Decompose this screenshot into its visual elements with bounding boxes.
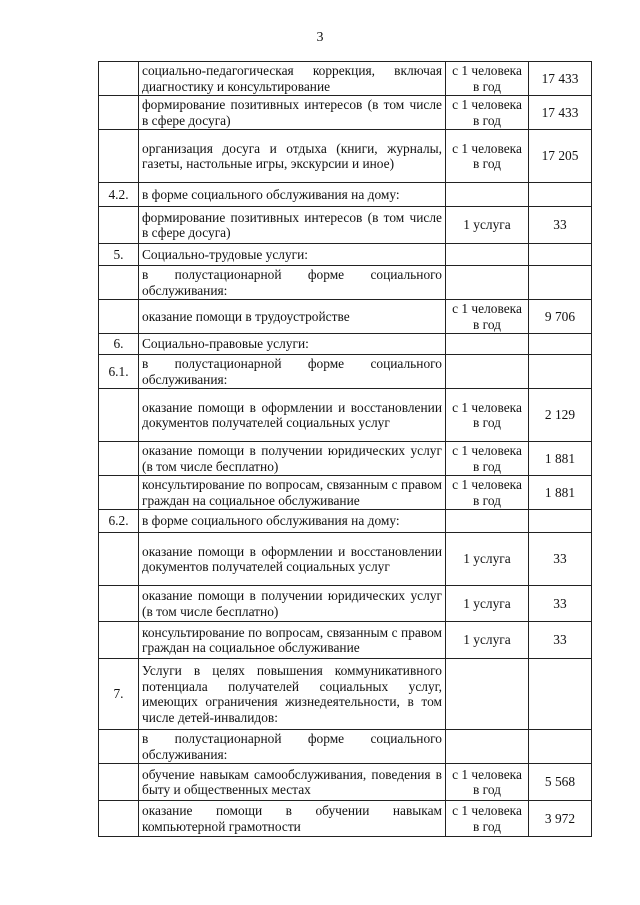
service-description: Услуги в целях повышения коммуникативного потенциала получателей социальных услуг, имеющих ограничения жизнедеятельности, в том числе детей-инвалидов: (139, 659, 446, 730)
service-value (529, 510, 592, 533)
service-value (529, 355, 592, 389)
service-unit: 1 услуга (446, 586, 529, 622)
service-description: в форме социального обслуживания на дому: (139, 183, 446, 207)
service-description: оказание помощи в получении юридических услуг (в том числе бесплатно) (139, 442, 446, 476)
service-description: формирование позитивных интересов (в том числе в сфере досуга) (139, 96, 446, 130)
service-value (529, 183, 592, 207)
service-description: оказание помощи в трудоустройстве (139, 300, 446, 334)
service-value: 33 (529, 533, 592, 586)
service-unit: 1 услуга (446, 622, 529, 659)
row-number: 5. (99, 244, 139, 266)
service-value (529, 244, 592, 266)
service-unit (446, 659, 529, 730)
table-row (99, 533, 592, 586)
service-unit: с 1 человека в год (446, 96, 529, 130)
service-value (529, 334, 592, 355)
service-value: 33 (529, 586, 592, 622)
table-row (99, 389, 592, 442)
service-value (529, 266, 592, 300)
table-row (99, 96, 592, 130)
table-row (99, 130, 592, 183)
table-row (99, 334, 592, 355)
service-description: обучение навыкам самообслуживания, поведения в быту и общественных местах (139, 764, 446, 801)
row-number: 6. (99, 334, 139, 355)
row-number (99, 442, 139, 476)
service-unit: 1 услуга (446, 207, 529, 244)
service-value: 1 881 (529, 442, 592, 476)
service-unit: с 1 человека в год (446, 62, 529, 96)
row-number (99, 389, 139, 442)
row-number (99, 801, 139, 837)
service-unit (446, 355, 529, 389)
table-row (99, 586, 592, 622)
service-description: Социально-трудовые услуги: (139, 244, 446, 266)
service-description: формирование позитивных интересов (в том числе в сфере досуга) (139, 207, 446, 244)
row-number (99, 764, 139, 801)
service-description: консультирование по вопросам, связанным с правом граждан на социальное обслуживание (139, 622, 446, 659)
service-unit (446, 244, 529, 266)
row-number (99, 130, 139, 183)
service-value: 33 (529, 207, 592, 244)
service-description: социально-педагогическая коррекция, включая диагностику и консультирование (139, 62, 446, 96)
service-unit (446, 510, 529, 533)
table-row (99, 442, 592, 476)
table-row (99, 801, 592, 837)
service-description: оказание помощи в оформлении и восстановлении документов получателей социальных услуг (139, 389, 446, 442)
service-value (529, 659, 592, 730)
row-number (99, 300, 139, 334)
service-description: в полустационарной форме социального обслуживания: (139, 266, 446, 300)
row-number (99, 96, 139, 130)
table-row (99, 622, 592, 659)
row-number (99, 476, 139, 510)
row-number: 7. (99, 659, 139, 730)
service-value: 17 433 (529, 62, 592, 96)
service-description: в полустационарной форме социального обслуживания: (139, 355, 446, 389)
service-unit: 1 услуга (446, 533, 529, 586)
row-number: 6.1. (99, 355, 139, 389)
table-row (99, 659, 592, 730)
table-row (99, 244, 592, 266)
table-row (99, 266, 592, 300)
service-description: оказание помощи в получении юридических услуг (в том числе бесплатно) (139, 586, 446, 622)
row-number (99, 533, 139, 586)
service-description: Социально-правовые услуги: (139, 334, 446, 355)
row-number (99, 622, 139, 659)
service-unit: с 1 человека в год (446, 764, 529, 801)
service-unit: с 1 человека в год (446, 476, 529, 510)
service-unit (446, 730, 529, 764)
service-unit: с 1 человека в год (446, 442, 529, 476)
row-number: 4.2. (99, 183, 139, 207)
table-row (99, 300, 592, 334)
table-row (99, 764, 592, 801)
service-description: организация досуга и отдыха (книги, журналы, газеты, настольные игры, экскурсии и иное) (139, 130, 446, 183)
service-value: 1 881 (529, 476, 592, 510)
service-description: консультирование по вопросам, связанным с правом граждан на социальное обслуживание (139, 476, 446, 510)
table-row (99, 183, 592, 207)
service-unit: с 1 человека в год (446, 130, 529, 183)
service-unit: с 1 человека в год (446, 300, 529, 334)
service-value: 17 205 (529, 130, 592, 183)
row-number (99, 586, 139, 622)
table-row (99, 355, 592, 389)
page-number: 3 (316, 30, 324, 45)
service-unit: с 1 человека в год (446, 389, 529, 442)
service-unit (446, 183, 529, 207)
service-value: 33 (529, 622, 592, 659)
table-row (99, 730, 592, 764)
table-row (99, 476, 592, 510)
service-description: в полустационарной форме социального обслуживания: (139, 730, 446, 764)
table-row (99, 510, 592, 533)
row-number (99, 266, 139, 300)
service-value: 5 568 (529, 764, 592, 801)
service-description: оказание помощи в оформлении и восстановлении документов получателей социальных услуг (139, 533, 446, 586)
row-number (99, 207, 139, 244)
service-value: 9 706 (529, 300, 592, 334)
services-table (98, 61, 592, 837)
service-description: в форме социального обслуживания на дому: (139, 510, 446, 533)
service-description: оказание помощи в обучении навыкам компьютерной грамотности (139, 801, 446, 837)
row-number (99, 62, 139, 96)
table-row (99, 62, 592, 96)
table-row (99, 207, 592, 244)
service-value: 3 972 (529, 801, 592, 837)
service-unit: с 1 человека в год (446, 801, 529, 837)
row-number (99, 730, 139, 764)
service-value: 17 433 (529, 96, 592, 130)
service-unit (446, 334, 529, 355)
service-value: 2 129 (529, 389, 592, 442)
row-number: 6.2. (99, 510, 139, 533)
service-value (529, 730, 592, 764)
service-unit (446, 266, 529, 300)
